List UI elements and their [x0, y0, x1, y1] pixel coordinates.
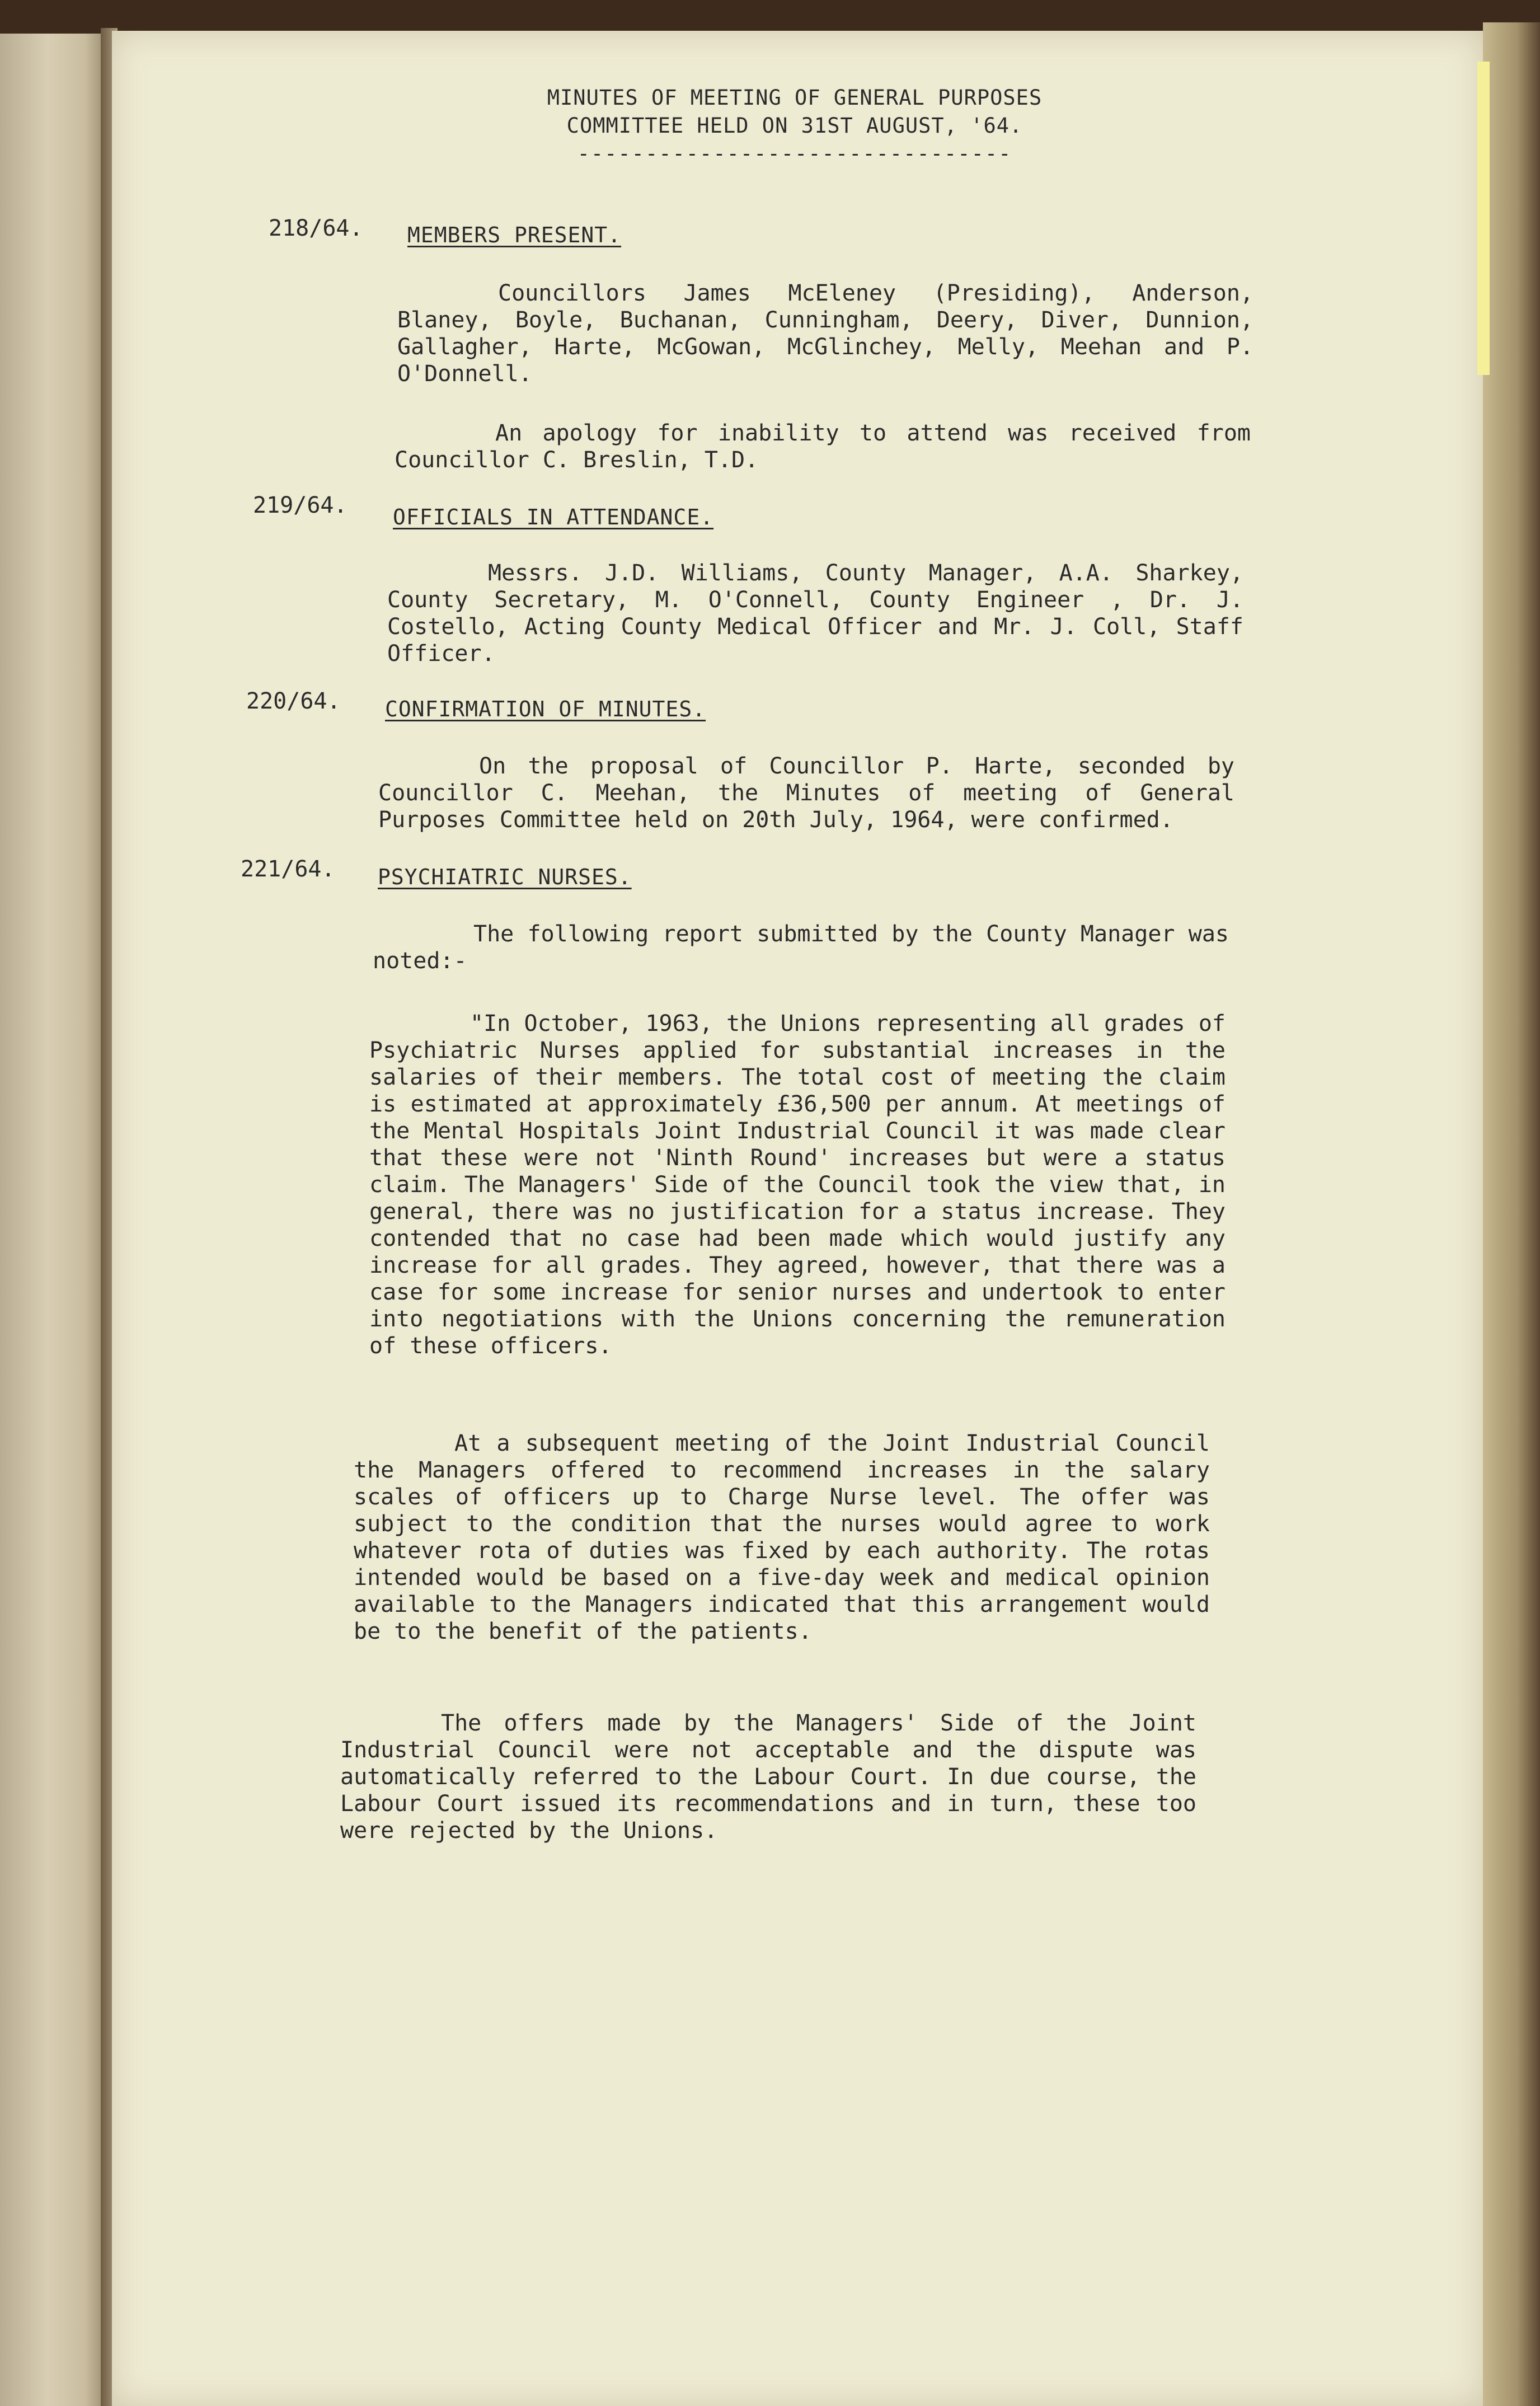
page-stack-edge: [1483, 22, 1540, 2406]
item-paragraph: "In October, 1963, the Unions representing all grades of Psychiatric Nurses applied for substantial increases in the salaries of their members. The total cost of meeting the claim is estimated at approximately £36,500 per annum. At meetings of the Mental Hospitals Joint Industrial Council it was made clear that these were not 'Ninth Round' increases but were a status claim. The Managers' Side of the Council took the view that, in general, there was no justification for a status increase. They contended that no case had been made which would justify any increase for all grades. They agreed, however, that there was a case for some increase for senior nurses and undertook to enter into negotiations with the Unions concerning the remuneration of these officers.: [369, 1011, 1226, 1359]
item-number: 218/64.: [269, 215, 363, 241]
item-paragraph: An apology for inability to attend was received from Councillor C. Breslin, T.D.: [395, 420, 1251, 473]
yellow-tab: [1477, 62, 1490, 375]
facing-page-edge: [0, 34, 106, 2406]
title-line-2: COMMITTEE HELD ON 31ST AUGUST, '64.: [566, 114, 1023, 138]
title-rule: --------------------------------: [577, 142, 1012, 166]
minutes-title: [403, 84, 1186, 168]
title-line-1: MINUTES OF MEETING OF GENERAL PURPOSES: [547, 86, 1043, 110]
item-paragraph: The offers made by the Managers' Side of the Joint Industrial Council were not acceptable and the dispute was automatically referred to the Labour Court. In due course, the Labour Court issued its recommendations and in turn, these too were rejected by the Unions.: [340, 1710, 1196, 1844]
item-paragraph: Messrs. J.D. Williams, County Manager, A.A. Sharkey, County Secretary, M. O'Connell, County Engineer , Dr. J. Costello, Acting County Medical Officer and Mr. J. Coll, Staff Officer.: [387, 560, 1243, 667]
item-paragraph: Councillors James McEleney (Presiding), Anderson, Blaney, Boyle, Buchanan, Cunningham, Deery, Diver, Dunnion, Gallagher, Harte, McGowan, McGlinchey, Melly, Meehan and P. O'Donnell.: [397, 280, 1253, 387]
item-heading: CONFIRMATION OF MINUTES.: [385, 697, 706, 721]
item-number: 220/64.: [246, 688, 341, 714]
item-heading: OFFICIALS IN ATTENDANCE.: [393, 505, 714, 529]
item-heading: PSYCHIATRIC NURSES.: [378, 865, 632, 889]
item-number: 221/64.: [241, 856, 335, 882]
item-heading: MEMBERS PRESENT.: [407, 223, 622, 247]
item-number: 219/64.: [253, 493, 348, 518]
item-paragraph: The following report submitted by the County Manager was noted:-: [373, 921, 1229, 974]
item-paragraph: At a subsequent meeting of the Joint Industrial Council the Managers offered to recommend increases in the salary scales of officers up to Charge Nurse level. The offer was subject to the condition that the nurses would agree to work whatever rota of duties was fixed by each authority. The rotas intended would be based on a five-day week and medical opinion available to the Managers indicated that this arrangement would be to the benefit of the patients.: [354, 1431, 1210, 1644]
item-paragraph: On the proposal of Councillor P. Harte, seconded by Councillor C. Meehan, the Minutes of meeting of General Purposes Committee held on 20th July, 1964, were confirmed.: [378, 753, 1234, 833]
